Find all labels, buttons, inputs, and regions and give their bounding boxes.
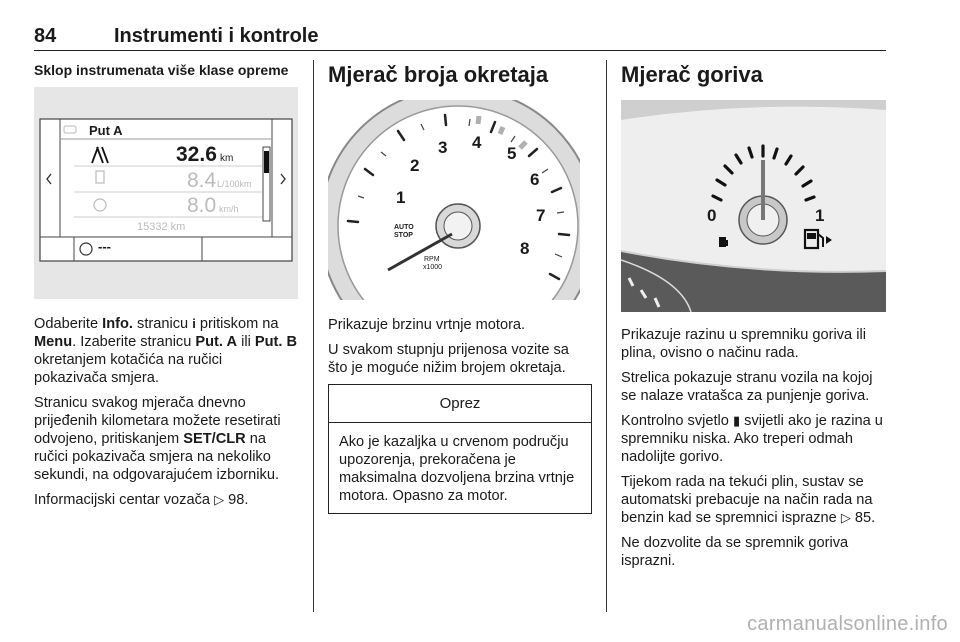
fuel-consumption-value: 8.4 — [187, 169, 217, 192]
rpm-label: RPM — [424, 256, 440, 263]
trip-distance-unit: km — [220, 153, 234, 164]
caution-box — [328, 384, 592, 514]
tick-label-3: 3 — [438, 138, 448, 157]
trip-title: Put A — [89, 123, 123, 138]
fuel-gauge-illustration — [621, 100, 886, 312]
instrument-display-figure — [34, 87, 298, 299]
page-reference[interactable]: 85. — [854, 510, 876, 526]
average-speed-value: 8.0 — [187, 194, 217, 217]
rpm-factor-label: x1000 — [423, 264, 443, 271]
fuel-gauge-heading: Mjerač goriva — [621, 62, 763, 87]
fuel-gauge-figure — [621, 100, 886, 312]
info-icon: i — [192, 316, 196, 331]
fuel-gauge-description: Prikazuje razinu u spremniku goriva ili plina, ovisno o načinu rada. — [621, 327, 866, 361]
tick-label-6: 6 — [530, 170, 540, 189]
tick-label-4: 4 — [472, 133, 482, 152]
page-number: 84 — [34, 25, 57, 47]
tick-label-7: 7 — [536, 206, 546, 225]
trip-distance-value: 32.6 — [176, 143, 217, 166]
odometer-value: 15332 km — [137, 221, 186, 233]
auto-stop-label: AUTO STOP — [394, 224, 414, 239]
column-divider-2 — [606, 60, 607, 612]
limiter-value: --- — [98, 239, 111, 254]
scrollbar-thumb — [264, 151, 269, 173]
tachometer-illustration — [328, 100, 580, 300]
fuel-full-label: 1 — [815, 206, 825, 225]
fuel-empty-label: 0 — [707, 206, 717, 225]
fuel-consumption-unit: L/100km — [217, 179, 252, 189]
caution-title: Oprez — [329, 385, 591, 423]
low-fuel-warning: Kontrolno svjetlo ▮ svijetli ako je razina u spremniku niska. Ako treperi odmah nadolijte gorivo. — [621, 413, 883, 465]
tachometer-description: Prikazuje brzinu vrtnje motora. — [328, 317, 526, 333]
paragraph-select-trip: Odaberite Info. stranicu i pritiskom na Menu. Izaberite stranicu Put. A ili Put. B okretanjem kotačića na ručici pokazivača smjera. — [34, 316, 298, 386]
tachometer-advice: U svakom stupnju prijenosa vozite sa što je moguće nižim brojem okretaja. — [328, 342, 569, 376]
paragraph-reset-trip: Stranicu svakog mjerača dnevno prijeđenih kilometara možete resetirati odvojeno, pritiskanjem SET/CLR na ručici pokazivača smjera na nekoliko sekundi, na odgovarajućem izborniku. — [34, 395, 281, 483]
chapter-title: Instrumenti i kontrole — [114, 25, 319, 47]
tachometer-figure — [328, 100, 580, 300]
column-2 — [328, 62, 592, 514]
site-watermark: carmanualsonline.info — [747, 613, 948, 635]
page-reference-icon: ▷ — [214, 492, 225, 507]
section-subheading: Sklop instrumenata više klase opreme — [34, 62, 289, 78]
tachometer-heading: Mjerač broja okretaja — [328, 62, 549, 87]
tick-label-8: 8 — [520, 239, 530, 258]
column-1 — [34, 62, 298, 516]
page-header — [34, 22, 886, 50]
tick-label-2: 2 — [410, 156, 420, 175]
column-divider-1 — [313, 60, 314, 612]
page-reference[interactable]: 98. — [228, 492, 249, 508]
fuel-filler-arrow-note: Strelica pokazuje stranu vozila na kojoj se nalaze vratašca za punjenje goriva. — [621, 370, 873, 404]
column-3 — [621, 62, 886, 577]
page-reference-icon: ▷ — [840, 510, 851, 525]
lpg-switch-note: Tijekom rada na tekući plin, sustav se automatski prebacuje na način rada na benzin kad se spremnici isprazne ▷ 85. — [621, 474, 876, 526]
average-speed-unit: km/h — [219, 204, 239, 214]
empty-tank-warning: Ne dozvolite da se spremnik goriva isprazni. — [621, 535, 849, 569]
header-rule — [34, 50, 886, 51]
caution-text: Ako je kazaljka u crvenom području upozorenja, prekoračena je maksimalna dozvoljena brzina vrtnje motora. Opasno za motor. — [339, 434, 575, 504]
fuel-pump-icon: ▮ — [732, 413, 741, 428]
driver-info-display-illustration — [34, 87, 298, 299]
tick-label-5: 5 — [507, 144, 517, 163]
tick-label-1: 1 — [396, 188, 406, 207]
paragraph-dic-reference: Informacijski centar vozača ▷ 98. — [34, 492, 249, 508]
